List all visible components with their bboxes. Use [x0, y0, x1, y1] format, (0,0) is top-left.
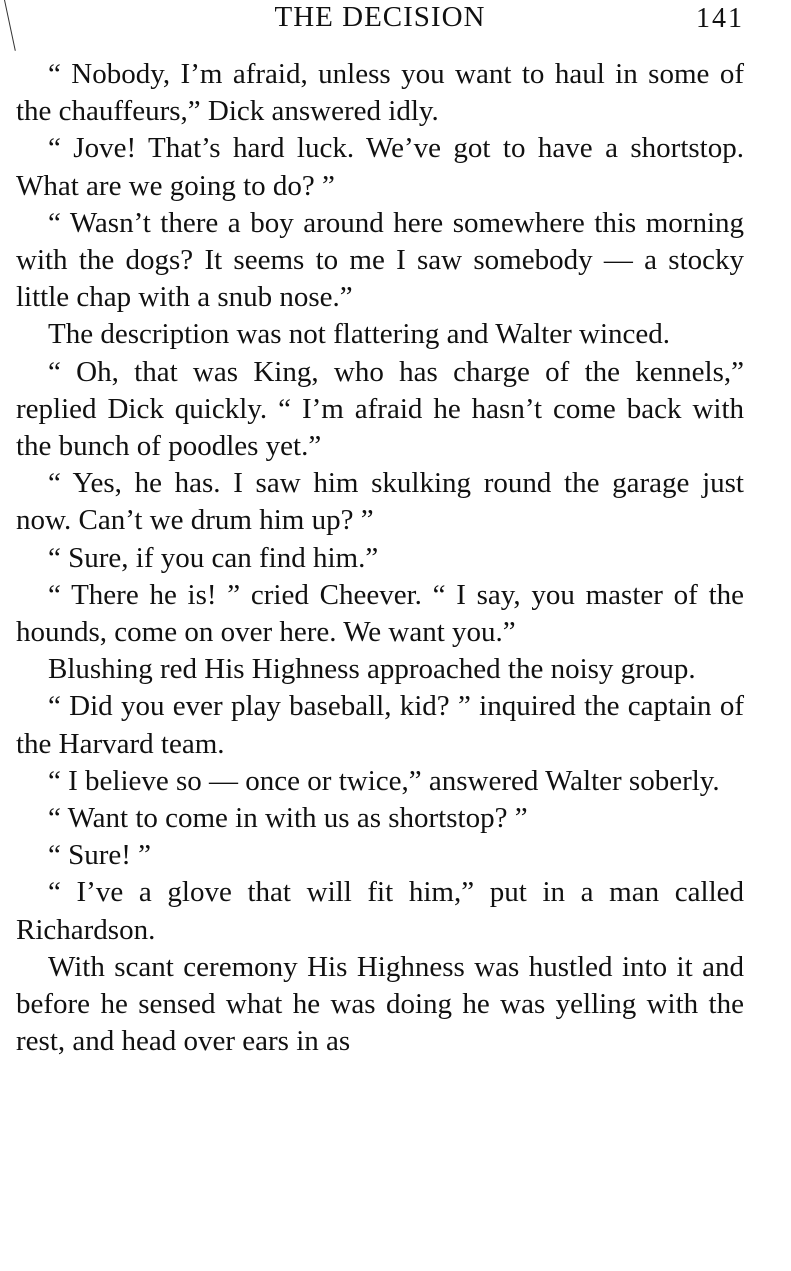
book-page — [16, 0, 744, 1060]
paragraph: “ Wasn’t there a boy around here somewhere this morning with the dogs? It seems to me I saw somebody — a stocky little chap with a snub nose.” — [16, 206, 744, 314]
margin-stroke — [4, 0, 16, 51]
body-text — [16, 56, 744, 1060]
paragraph: “ There he is! ” cried Cheever. “ I say, you master of the hounds, come on over here. We want you.” — [16, 578, 744, 649]
paragraph: Blushing red His Highness approached the noisy group. — [48, 653, 696, 686]
paragraph: “ Jove! That’s hard luck. We’ve got to have a shortstop. What are we going to do? ” — [16, 132, 744, 202]
paragraph: “ Oh, that was King, who has charge of the kennels,” replied Dick quickly. “ I’m afraid he hasn’t come back with the bunch of poodles yet.” — [16, 355, 744, 463]
paragraph: “ Did you ever play baseball, kid? ” inquired the captain of the Harvard team. — [16, 690, 744, 760]
page-number: 141 — [696, 3, 744, 34]
paragraph: With scant ceremony His Highness was hustled into it and before he sensed what he was doing he was yelling with the rest, and head over ears in as — [16, 950, 744, 1058]
running-head — [16, 0, 744, 34]
paragraph: “ Sure, if you can find him.” — [48, 541, 379, 574]
paragraph: “ Sure! ” — [48, 839, 152, 872]
paragraph: “ Nobody, I’m afraid, unless you want to haul in some of the chauffeurs,” Dick answered idly. — [16, 58, 744, 128]
paragraph: “ Yes, he has. I saw him skulking round the garage just now. Can’t we drum him up? ” — [16, 467, 744, 537]
paragraph: “ I’ve a glove that will fit him,” put in a man called Richardson. — [16, 876, 744, 946]
paragraph: The description was not flattering and Walter winced. — [48, 318, 671, 351]
paragraph: “ Want to come in with us as shortstop? ” — [48, 802, 528, 835]
paragraph: “ I believe so — once or twice,” answered Walter soberly. — [48, 764, 720, 797]
running-head-title: THE DECISION — [274, 1, 486, 33]
